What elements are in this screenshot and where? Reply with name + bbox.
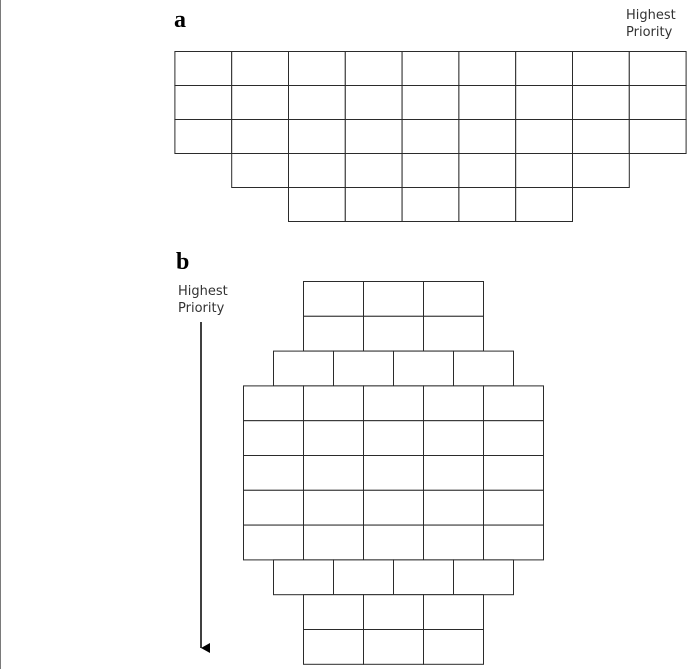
panel-a-priority-line2: Priority [626,25,673,40]
panel-b-cell [274,351,334,386]
panel-a-cell [232,120,289,154]
panel-b-cell [454,560,514,595]
panel-b-cell [394,560,454,595]
panel-a-cell [289,188,346,222]
panel-b-cell [304,421,364,456]
panel-b-cell [334,560,394,595]
panel-a-cell [345,120,402,154]
panel-b-cell [484,490,544,525]
panel-a-cell [289,154,346,188]
panel-b-cell [244,456,304,491]
panel-b-priority-line2: Priority [178,301,225,316]
panel-b-priority-line1: Highest [178,284,228,299]
panel-a-cell [289,86,346,120]
panel-b-cell [364,282,424,317]
panel-b-cell [424,421,484,456]
panel-b-cell [244,525,304,560]
panel-b-cell [424,282,484,317]
panel-b-cell [424,490,484,525]
panel-b-cell [424,316,484,351]
panel-a-cell [232,86,289,120]
panel-b-cell [304,282,364,317]
panel-b-cell [454,351,514,386]
panel-b-cell [244,490,304,525]
panel-b-cell [424,525,484,560]
panel-a-cell [232,154,289,188]
panel-a-cell [573,86,630,120]
panel-a-cell [516,188,573,222]
panel-b-cell [244,421,304,456]
panel-a-label: a [174,7,186,33]
panel-b-cell [484,525,544,560]
panel-b-cell [424,456,484,491]
panel-a-cell [516,52,573,86]
panel-a-cell [345,154,402,188]
panel-a-cell [345,52,402,86]
panel-a-cell [402,52,459,86]
panel-a-cell [459,154,516,188]
panel-a-cell [402,120,459,154]
panel-b-cell [394,351,454,386]
panel-a-cell [459,120,516,154]
panel-a-cell [459,188,516,222]
panel-b-cell [304,456,364,491]
panel-a-cell [175,52,232,86]
panel-b-cell [364,421,424,456]
panel-a-cell [516,86,573,120]
panel-b-cell [364,316,424,351]
panel-a-cell [459,52,516,86]
panel-b-cell [364,595,424,630]
panel-a-cell [516,154,573,188]
panel-b-cell [424,595,484,630]
panel-b-cell [484,421,544,456]
panel-a-cell [459,86,516,120]
panel-a-cell [402,154,459,188]
panel-a-cell [402,86,459,120]
panel-a-cell [345,188,402,222]
panel-b-cell [364,386,424,421]
panel-a-cell [516,120,573,154]
panel-a-cell [573,120,630,154]
panel-a-cell [345,86,402,120]
panel-a-cell-grid [175,52,686,222]
panel-b-cell [424,386,484,421]
panel-a-cell [175,86,232,120]
panel-a-cell [629,86,686,120]
panel-b-cell [364,456,424,491]
panel-b-cell [304,316,364,351]
panel-b-label: b [176,249,190,275]
panel-b-cell [484,456,544,491]
panel-a-cell [573,154,630,188]
panel-b-cell-grid [244,282,544,665]
panel-b-cell [304,630,364,665]
panel-a-cell [289,52,346,86]
panel-b-cell [334,351,394,386]
panel-b-cell [364,490,424,525]
panel-b-cell [304,386,364,421]
panel-b-cell [484,386,544,421]
panel-a-cell [573,52,630,86]
panel-b-cell [304,490,364,525]
panel-b-cell [424,630,484,665]
panel-b-cell [364,630,424,665]
panel-b-cell [244,386,304,421]
panel-a-priority-line1: Highest [626,8,676,23]
panel-a-cell [402,188,459,222]
panel-a-cell [232,52,289,86]
panel-b-cell [364,525,424,560]
panel-a-cell [629,52,686,86]
panel-a-cell [629,120,686,154]
panel-b-cell [304,525,364,560]
panel-b-cell [304,595,364,630]
panel-a-cell [175,120,232,154]
panel-a-cell [289,120,346,154]
panel-b-cell [274,560,334,595]
